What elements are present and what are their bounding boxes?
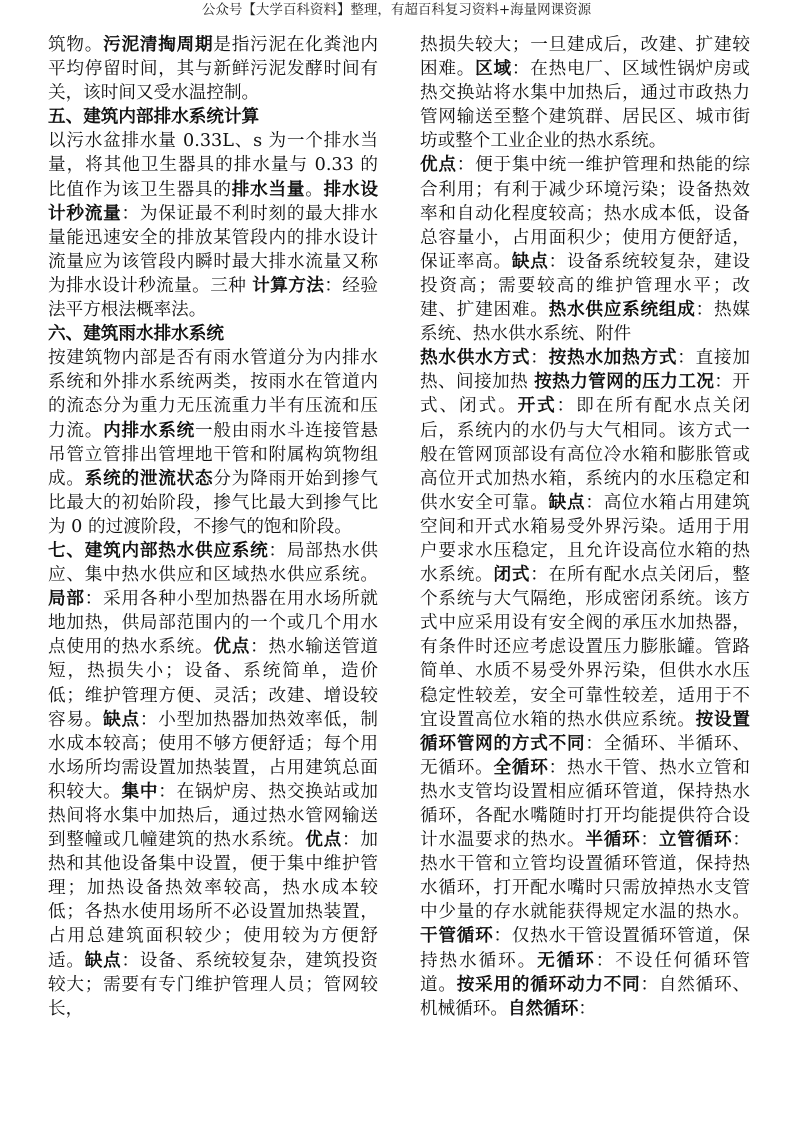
bold-term: 按热水加热方式 (548, 348, 678, 369)
bold-term: 热水供应系统组成 (548, 300, 696, 321)
text-run: ：全循环、半循环、无循环。 (420, 733, 750, 778)
bold-term: 缺点 (103, 709, 140, 730)
text-run: ：开式、闭式。 (420, 372, 750, 417)
text-run: ：在热电厂、区域性锅炉房或热交换站将水集中加热后，通过市政热力管网输送至整个建筑群、居民区、城市街坊或整个工业企业的热水系统。 (420, 59, 750, 152)
bold-term: 热水供水方式 (420, 348, 531, 369)
page-header: 公众号【大学百科资料】整理，有超百科复习资料+海量网课资源 (201, 2, 592, 18)
paragraph (420, 33, 750, 153)
text-run: ： (578, 998, 596, 1019)
text-run: 是指污泥在化粪池内平均停留时间，其与新鲜污泥发酵时间有关，该时间又受水温控制。 (48, 35, 378, 104)
bold-term: 污泥清掏周期 (103, 35, 214, 55)
text-run: ：小型加热器加热效率低，制水成本较高；使用不够方便舒适；每个用水场所均需设置加热装置，占用建筑总面积较大。 (48, 709, 378, 802)
bold-term: 排水设计秒流量 (48, 179, 378, 224)
bold-term: 区域 (475, 59, 512, 80)
bold-term: 局部 (48, 589, 85, 610)
text-run: 一般由雨水斗连接管悬吊管立管排出管埋地干管和附属构筑物组成。 (48, 420, 378, 489)
bold-term: 缺点 (548, 492, 586, 513)
section-heading: 五、建筑内部排水系统计算 (48, 107, 260, 128)
text-run: ：经验法平方根法概率法。 (48, 275, 378, 321)
bold-term: 自然循环 (507, 998, 579, 1019)
bold-term: 闭式 (493, 565, 531, 586)
text-run: ：仅热水干管设置循环管道，保持热水循环。 (420, 926, 750, 971)
text-run: ：在锅炉房、热交换站或加热间将水集中加热后，通过热水管网输送到整幢或几幢建筑的热水系统。 (48, 781, 378, 851)
text-run: ：加热和其他设备集中设置，便于集中维护管理；加热设备热效率较高，热水成本较低；各热水使用场所不必设置加热装置，占用总建筑面积较少；使用较为方便舒适。 (48, 830, 378, 971)
text-run: ：在所有配水点关闭后，整个系统与大气隔绝，形成密闭系统。该方式中应采用设有安全阀的承压水加热器，有条件时还应考虑设置压力膨胀罐。管路简单、水质不易受外界污染，但供水水压稳定性较差，安全可靠性较差，适用于不宜设置高位水箱的热水供应系统。 (420, 565, 750, 730)
right-column (420, 33, 750, 1021)
bold-term: 按采用的循环动力不同 (456, 974, 641, 995)
text-run: ： (640, 830, 659, 851)
text-run: ：局部热水供应、集中热水供应和区域热水供应系统。 (48, 540, 378, 586)
text-run: ：直接加热、间接加热 (420, 348, 750, 393)
text-run: 按建筑物内部是否有雨水管道分为内排水系统和外排水系统两类，按雨水在管道内的流态分为重力无压流重力半有压流和压力流。 (48, 348, 378, 441)
text-run: ：热水干管和立管均设置循环管道，保持热水循环，打开配水嘴时只需放掉热水支管中少量的存水就能获得规定水温的热水。 (420, 830, 750, 923)
bold-term: 半循环 (585, 830, 641, 851)
section-heading: 六、建筑雨水排水系统 (48, 324, 224, 345)
text-run: ：为保证最不利时刻的最大排水量能迅速安全的排放某管段内的排水设计流量应为该管段内瞬时最大排水流量又称为排水设计秒流量。三种 (48, 203, 378, 296)
bold-term: 全循环 (493, 757, 549, 778)
bold-term: 按设置循环管网的方式不同 (420, 709, 750, 754)
text-run: ：便于集中统一维护管理和热能的综合利用；有利于减少环境污染；设备热效率和自动化程度较高；热水成本低，设备总容量小，占用面积少；使用方便舒适，保证率高。 (420, 155, 750, 272)
text-run: 以污水盆排水量 0.33L、s 为一个排水当量，将其他卫生器具的排水量与 0.33 的比值作为该卫生器具的 (48, 131, 378, 200)
text-run: 筑物。 (48, 35, 104, 55)
bold-term: 优点 (305, 830, 342, 851)
bold-term: 系统的泄流状态 (84, 468, 214, 489)
paragraph (48, 346, 378, 539)
text-run: ： (530, 348, 549, 369)
text-run: 热损失较大；一旦建成后，改建、扩建较困难。 (420, 35, 750, 80)
left-column (48, 33, 378, 1021)
text-run: ：设备、系统较复杂，建筑投资较大；需要有专门维护管理人员；管网较长， (48, 950, 378, 1019)
bold-term: 七、建筑内部热水供应系统 (48, 540, 269, 561)
bold-term: 缺点 (84, 950, 122, 971)
text-run: ：自然循环、机械循环。 (420, 974, 750, 1019)
text-run: ：采用各种小型加热器在用水场所就地加热，供局部范围内的一个或几个用水点使用的热水系统。 (48, 589, 378, 658)
bold-term: 排水当量 (231, 179, 306, 200)
bold-term: 开式 (517, 396, 557, 417)
bold-term: 优点 (213, 637, 251, 658)
bold-term: 立管循环 (658, 830, 733, 851)
paragraph (420, 346, 750, 1021)
paragraph (48, 539, 378, 1021)
bold-term: 按热力管网的压力工况 (534, 372, 715, 393)
text-run: ：热水输送管道短，热损失小；设备、系统简单，造价低；维护管理方便、灵活；改建、增设较容易。 (48, 637, 378, 730)
bold-term: 缺点 (511, 251, 549, 272)
text-run: ：不设任何循环管道。 (420, 950, 750, 995)
text-run: ：热媒系统、热水供水系统、附件 (420, 300, 750, 345)
text-run: ：高位水箱占用建筑空间和开式水箱易受外界污染。适用于用户要求水压稳定，且允许设高位水箱的热水系统。 (420, 492, 750, 586)
text-run: ：即在所有配水点关闭后，系统内的水仍与大气相同。该方式一般在管网顶部设有高位冷水箱和膨胀管或高位开式加热水箱，系统内的水压稳定和供水安全可靠。 (420, 396, 750, 513)
text-run: ：设备系统较复杂，建设投资高；需要较高的维护管理水平；改建、扩建困难。 (420, 251, 750, 321)
text-run: 。 (305, 179, 324, 200)
bold-term: 内排水系统 (103, 420, 195, 441)
paragraph (420, 153, 750, 346)
bold-term: 无循环 (537, 950, 596, 971)
text-run: ：热水干管、热水立管和热水支管均设置相应循环管道，保持热水循环，各配水嘴随时打开均能提供符合设计水温要求的热水。 (420, 757, 750, 851)
paragraph (48, 33, 378, 105)
paragraph (48, 129, 378, 322)
bold-term: 计算方法 (252, 275, 325, 296)
bold-term: 干管循环 (420, 926, 494, 947)
bold-term: 优点 (420, 155, 457, 176)
text-run: 分为降雨开始到掺气比最大的初始阶段，掺气比最大到掺气比为 0 的过渡阶段，不掺气的饱和阶段。 (48, 468, 378, 537)
bold-term: 集中 (121, 781, 159, 802)
